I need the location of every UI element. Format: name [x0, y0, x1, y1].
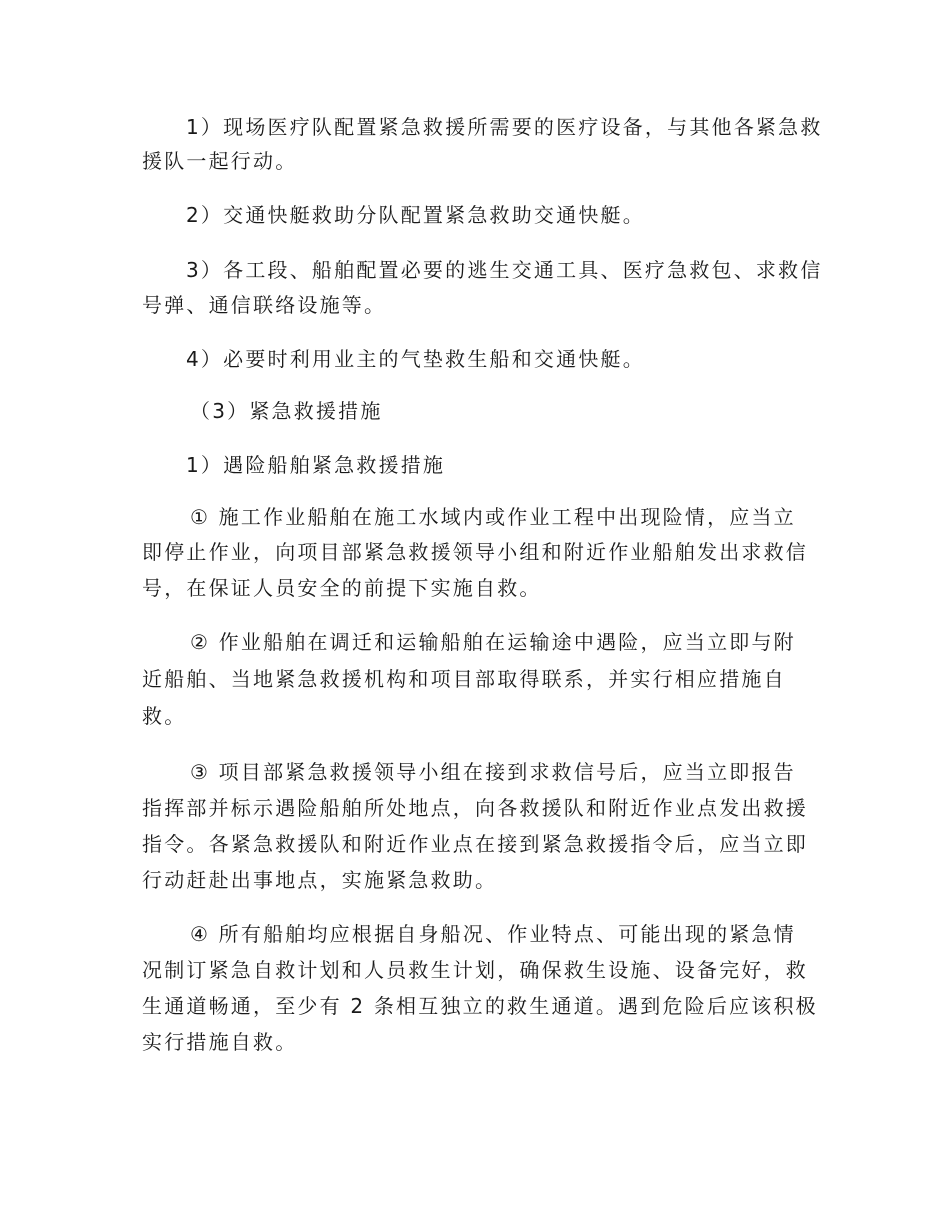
text-line: 援队一起行动。 — [142, 149, 298, 173]
text-line: 指令。各紧急救援队和附近作业点在接到紧急救援指令后，应当立即 — [142, 832, 808, 856]
subsection-heading: 1）遇险船舶紧急救援措施 — [186, 453, 446, 477]
text-line: 救。 — [142, 704, 187, 728]
text-line: 行动赶赴出事地点，实施紧急救助。 — [142, 868, 498, 892]
text-line: 2）交通快艇救助分队配置紧急救助交通快艇。 — [186, 203, 645, 227]
text-line: 实行措施自救。 — [142, 1030, 298, 1054]
text-line: 即停止作业，向项目部紧急救援领导小组和附近作业船舶发出求救信 — [142, 540, 808, 564]
text-line: 3）各工段、船舶配置必要的逃生交通工具、医疗急救包、求救信 — [186, 258, 823, 282]
text-line: ③ 项目部紧急救援领导小组在接到求救信号后，应当立即报告 — [190, 760, 796, 784]
text-line: ② 作业船舶在调迁和运输船舶在运输途中遇险，应当立即与附 — [190, 630, 796, 654]
text-line: 况制订紧急自救计划和人员救生计划，确保救生设施、设备完好，救 — [142, 958, 808, 982]
section-heading: （3）紧急救援措施 — [190, 399, 383, 423]
text-line: 1）现场医疗队配置紧急救援所需要的医疗设备，与其他各紧急救 — [186, 115, 823, 139]
text-line: 号弹、通信联络设施等。 — [142, 293, 387, 317]
text-line: 近船舶、当地紧急救援机构和项目部取得联系，并实行相应措施自 — [142, 667, 786, 691]
text-line: ④ 所有船舶均应根据自身船况、作业特点、可能出现的紧急情 — [190, 922, 796, 946]
text-line: ① 施工作业船舶在施工水域内或作业工程中出现险情，应当立 — [190, 505, 796, 529]
text-line: 指挥部并标示遇险船舶所处地点，向各救援队和附近作业点发出救援 — [142, 796, 808, 820]
text-line: 4）必要时利用业主的气垫救生船和交通快艇。 — [186, 347, 645, 371]
text-line: 生通道畅通，至少有 2 条相互独立的救生通道。遇到危险后应该积极 — [142, 994, 818, 1018]
text-line: 号，在保证人员安全的前提下实施自救。 — [142, 576, 542, 600]
